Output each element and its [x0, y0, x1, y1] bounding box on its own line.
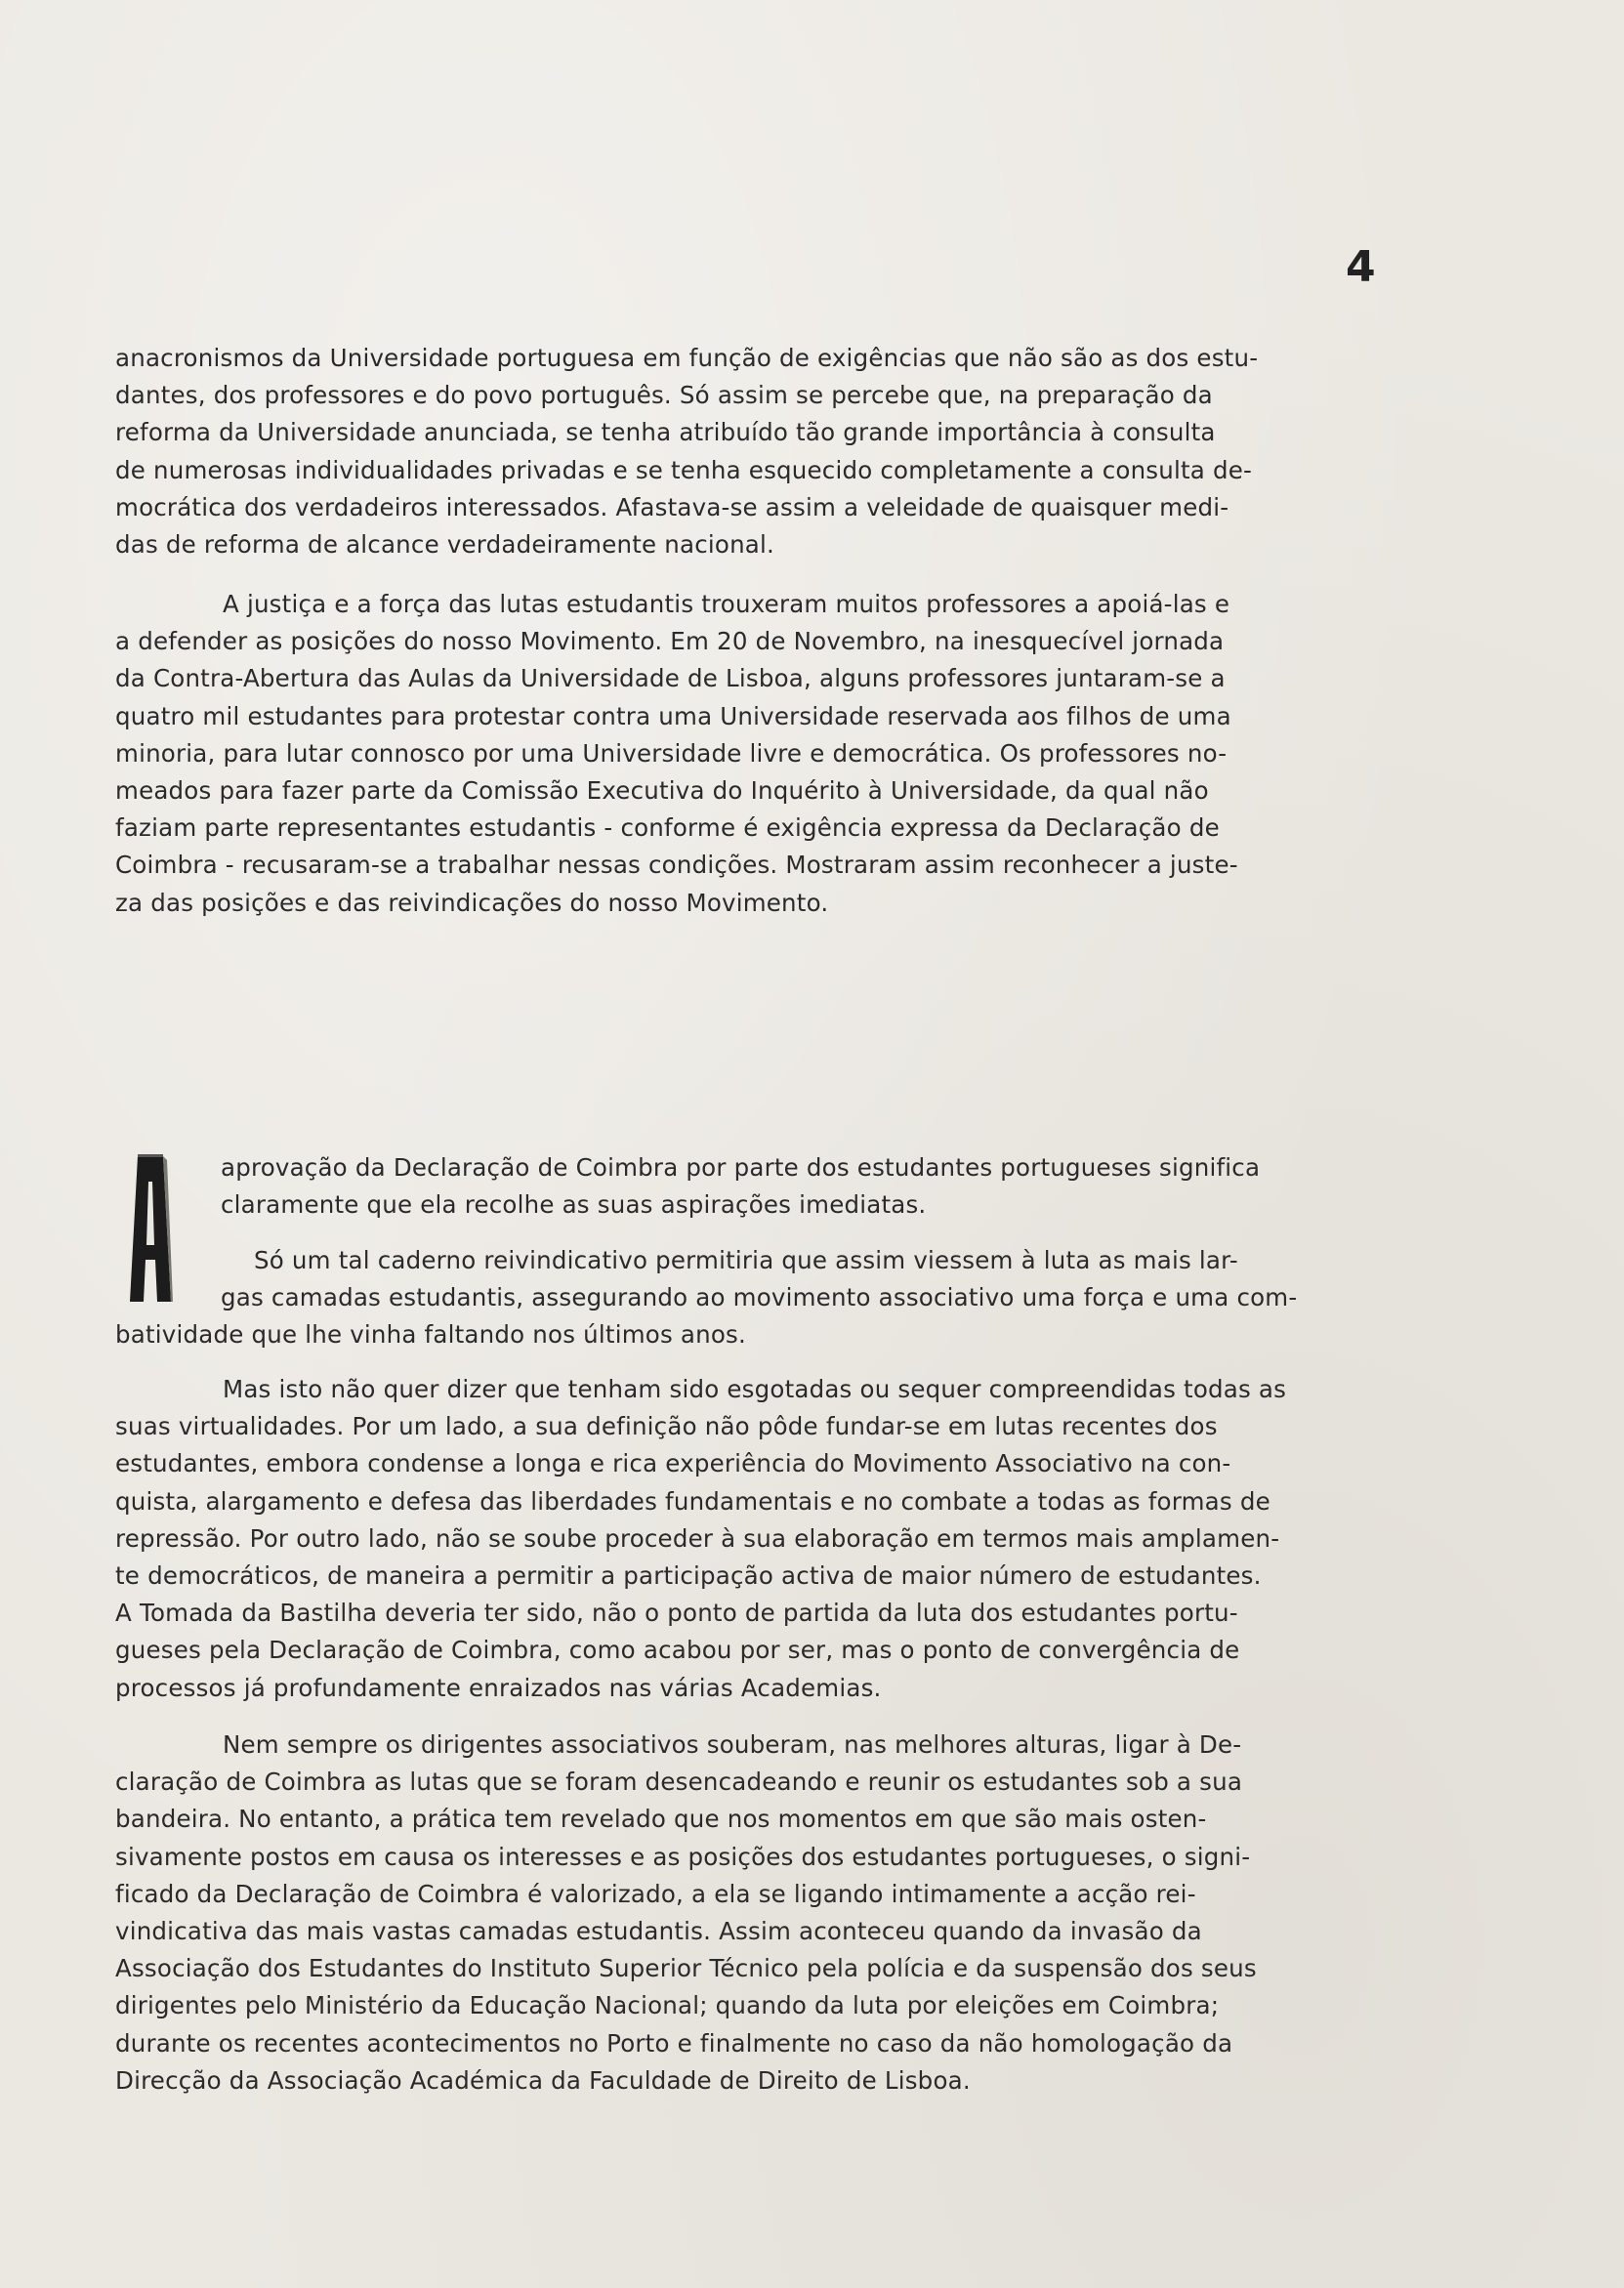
text-line: faziam parte representantes estudantis - conforme é exigência expressa da Declaração de	[115, 813, 1220, 843]
text-line: aprovação da Declaração de Coimbra por parte dos estudantes portugueses significa	[221, 1153, 1261, 1182]
text-line: de numerosas individualidades privadas e se tenha esquecido completamente a consulta de-	[115, 455, 1253, 484]
paragraph-5	[115, 1726, 1429, 2100]
text-line: Nem sempre os dirigentes associativos souberam, nas melhores alturas, ligar à De-	[223, 1730, 1242, 1759]
text-line: sivamente postos em causa os interesses e as posições dos estudantes portugueses, o signi-	[115, 1842, 1251, 1871]
text-line: mocrática dos verdadeiros interessados. Afastava-se assim a veleidade de quaisquer medi-	[115, 492, 1229, 521]
text-line: dantes, dos professores e do povo português. Só assim se percebe que, na preparação da	[115, 381, 1213, 410]
text-line: claração de Coimbra as lutas que se foram desencadeando e reunir os estudantes sob a sua	[115, 1768, 1243, 1797]
text-line: ficado da Declaração de Coimbra é valorizado, a ela se ligando intimamente a acção rei-	[115, 1879, 1196, 1908]
section-lead	[221, 1149, 1432, 1224]
paragraph-2	[115, 586, 1429, 922]
text-line: Associação dos Estudantes do Instituto Superior Técnico pela polícia e da suspensão dos seus	[115, 1954, 1257, 1983]
text-line: vindicativa das mais vastas camadas estudantis. Assim aconteceu quando da invasão da	[115, 1917, 1202, 1946]
text-line: Mas isto não quer dizer que tenham sido esgotadas ou sequer compreendidas todas as	[223, 1375, 1287, 1403]
text-line: meados para fazer parte da Comissão Executiva do Inquérito à Universidade, da qual não	[115, 776, 1209, 806]
paragraph-1	[115, 340, 1429, 563]
text-line: te democráticos, de maneira a permitir a participação activa de maior número de estudantes.	[115, 1561, 1262, 1591]
text-line: claramente que ela recolhe as suas aspirações imediatas.	[221, 1190, 927, 1220]
text-line: das de reforma de alcance verdadeiramente nacional.	[115, 530, 775, 560]
text-line: suas virtualidades. Por um lado, a sua definição não pôde fundar-se em lutas recentes dos	[115, 1412, 1218, 1441]
text-line: za das posições e das reivindicações do nosso Movimento.	[115, 888, 829, 917]
text-line: repressão. Por outro lado, não se soube proceder à sua elaboração em termos mais amplamen-	[115, 1523, 1280, 1553]
text-line: quatro mil estudantes para protestar contra uma Universidade reservada aos filhos de uma	[115, 701, 1231, 730]
text-line: Só um tal caderno reivindicativo permitiria que assim viessem à luta as mais lar-	[254, 1246, 1238, 1274]
page-number: 4	[1346, 242, 1376, 292]
text-line: minoria, para lutar connosco por uma Universidade livre e democrática. Os professores no-	[115, 738, 1228, 768]
paragraph-3	[115, 1242, 1429, 1354]
text-line: da Contra-Abertura das Aulas da Universidade de Lisboa, alguns professores juntaram-se a	[115, 664, 1226, 693]
text-line: processos já profundamente enraizados nas várias Academias.	[115, 1673, 882, 1702]
text-line: A Tomada da Bastilha deveria ter sido, não o ponto de partida da luta dos estudantes portu-	[115, 1599, 1238, 1628]
text-line: a defender as posições do nosso Movimento. Em 20 de Novembro, na inesquecível jornada	[115, 627, 1225, 656]
text-line: reforma da Universidade anunciada, se tenha atribuído tão grande importância à consulta	[115, 418, 1216, 447]
text-line: dirigentes pelo Ministério da Educação Nacional; quando da luta por eleições em Coimbra;	[115, 1991, 1220, 2020]
text-line: estudantes, embora condense a longa e rica experiência do Movimento Associativo na con-	[115, 1449, 1231, 1478]
text-line: batividade que lhe vinha faltando nos últimos anos.	[115, 1320, 746, 1350]
text-line: bandeira. No entanto, a prática tem revelado que nos momentos em que são mais osten-	[115, 1805, 1207, 1834]
text-line: A justiça e a força das lutas estudantis trouxeram muitos professores a apoiá-las e	[223, 590, 1230, 618]
text-line: quista, alargamento e defesa das liberdades fundamentais e no combate a todas as formas de	[115, 1486, 1270, 1516]
text-line: anacronismos da Universidade portuguesa em função de exigências que não são as dos estu-	[115, 344, 1259, 372]
text-line: durante os recentes acontecimentos no Porto e finalmente no caso da não homologação da	[115, 2028, 1233, 2058]
text-line: gas camadas estudantis, assegurando ao movimento associativo uma força e uma com-	[221, 1283, 1298, 1312]
text-line: Direcção da Associação Académica da Faculdade de Direito de Lisboa.	[115, 2065, 971, 2095]
text-line: Coimbra - recusaram-se a trabalhar nessas condições. Mostraram assim reconhecer a juste-	[115, 851, 1238, 880]
paragraph-4	[115, 1371, 1429, 1707]
text-line: gueses pela Declaração de Coimbra, como acabou por ser, mas o ponto de convergência de	[115, 1636, 1240, 1665]
